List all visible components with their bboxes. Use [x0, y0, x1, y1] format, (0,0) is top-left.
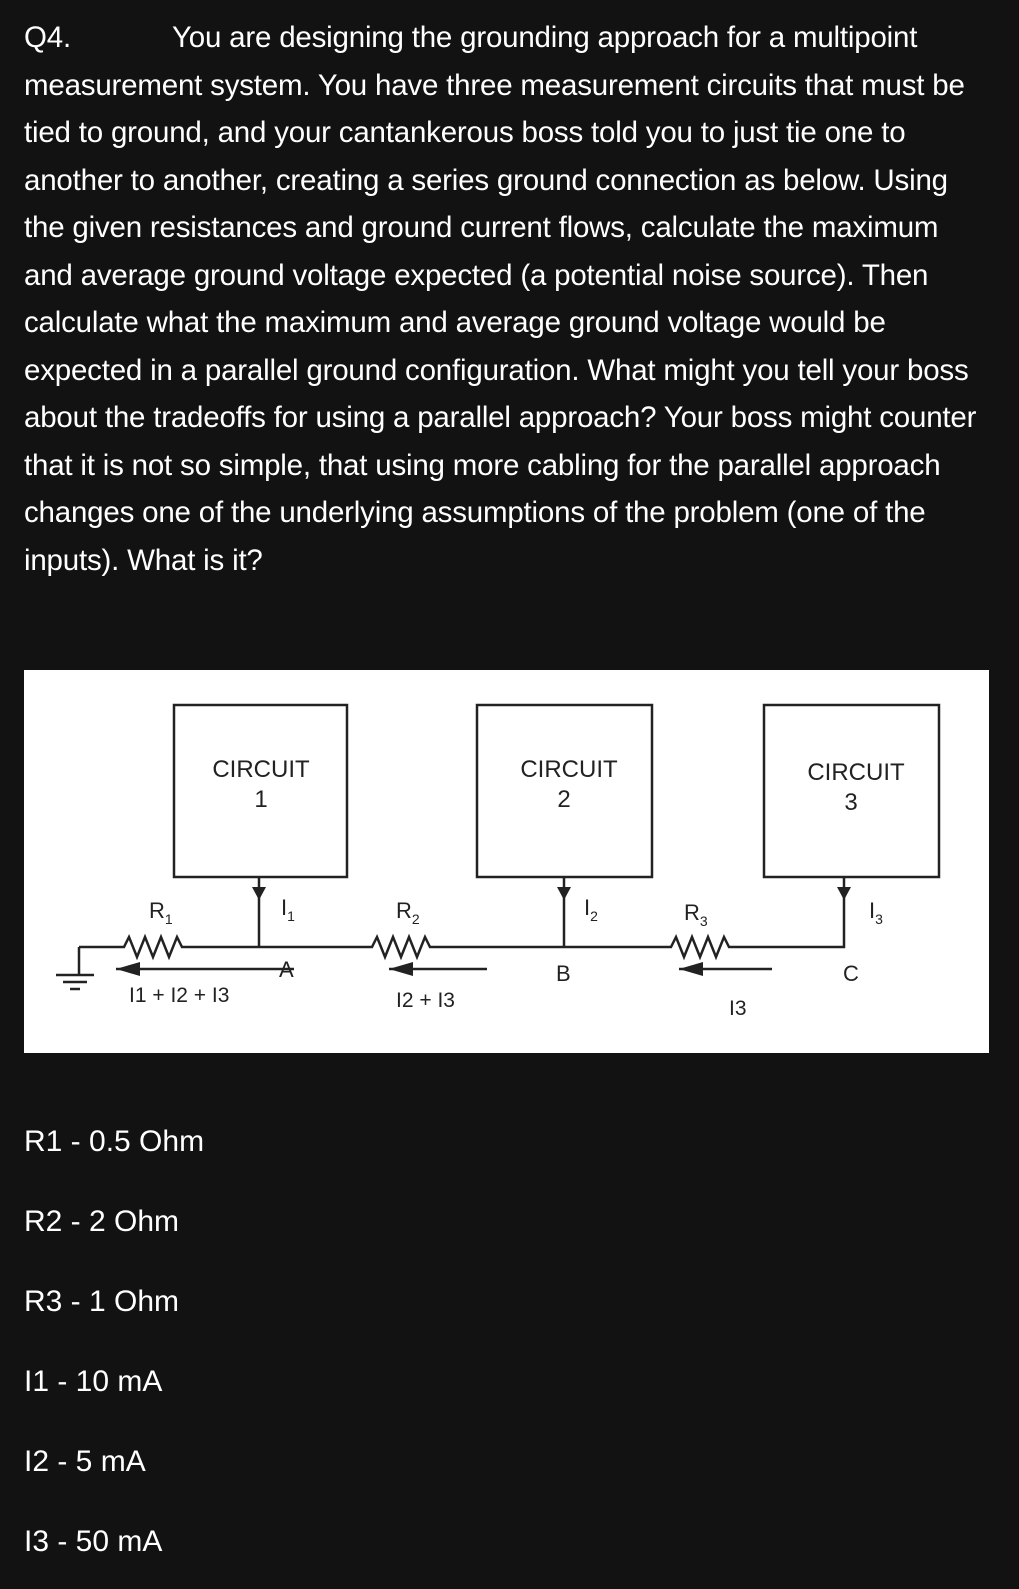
node-a-label: A — [279, 957, 294, 982]
branch-current-3-label: $I_3$ — [869, 898, 883, 927]
node-c-label: C — [843, 961, 859, 986]
value-r2: R2 - 2 Ohm — [24, 1205, 180, 1238]
resistor-r1-wire — [79, 937, 356, 957]
resistor-r2-label: $R_2$ — [396, 898, 420, 927]
resistor-r1-label: $R_1$ — [149, 898, 173, 927]
node-b-label: B — [556, 961, 571, 986]
arrow-head-2-icon — [389, 962, 413, 976]
value-r3: R3 - 1 Ohm — [24, 1285, 180, 1318]
circuit-3-number: 3 — [844, 789, 858, 816]
down-arrow-1-icon — [252, 887, 266, 900]
series-ground-diagram — [24, 670, 989, 1053]
resistor-r2-wire — [356, 937, 666, 957]
question-label: Q4. — [24, 21, 71, 54]
arrow-head-1-icon — [116, 962, 140, 976]
value-i1: I1 - 10 mA — [24, 1365, 163, 1398]
segment-current-1-label: I1 + I2 + I3 — [129, 984, 230, 1007]
down-arrow-2-icon — [557, 887, 571, 900]
circuit-2-title: CIRCUIT — [520, 756, 618, 783]
question-text-block — [24, 14, 984, 584]
circuit-1-title: CIRCUIT — [212, 756, 310, 783]
value-i3: I3 - 50 mA — [24, 1525, 163, 1558]
segment-current-3-label: I3 — [729, 997, 747, 1020]
given-values-list — [24, 1102, 204, 1582]
circuit-schematic — [24, 670, 989, 1053]
segment-current-2-label: I2 + I3 — [396, 989, 455, 1012]
branch-current-1-label: $I_1$ — [281, 895, 295, 924]
value-i2: I2 - 5 mA — [24, 1445, 146, 1478]
circuit-3-title: CIRCUIT — [807, 759, 905, 786]
arrow-head-3-icon — [679, 962, 703, 976]
circuit-2-number: 2 — [557, 786, 571, 813]
circuit-1-number: 1 — [254, 786, 268, 813]
question-body: You are designing the grounding approach for a multipoint measurement system. You have three measurement circuits that must be tied to ground, and your cantankerous boss told you to just tie one to another to another, creating a series ground connection as below. Using the given resistances and ground current flows, calculate the maximum and average ground voltage expected (a potential noise source). Then calculate what the maximum and average ground voltage would be expected in a parallel ground configuration. What might you tell your boss about the tradeoffs for using a parallel approach? Your boss might counter that it is not so simple, that using more cabling for the parallel approach changes one of the underlying assumptions of the problem (one of the inputs). What is it? — [24, 21, 977, 577]
resistor-r3-label: $R_3$ — [684, 900, 708, 929]
value-r1: R1 - 0.5 Ohm — [24, 1125, 205, 1158]
ground-icon — [56, 947, 94, 989]
down-arrow-3-icon — [837, 887, 851, 900]
branch-current-2-label: $I_2$ — [584, 895, 598, 924]
